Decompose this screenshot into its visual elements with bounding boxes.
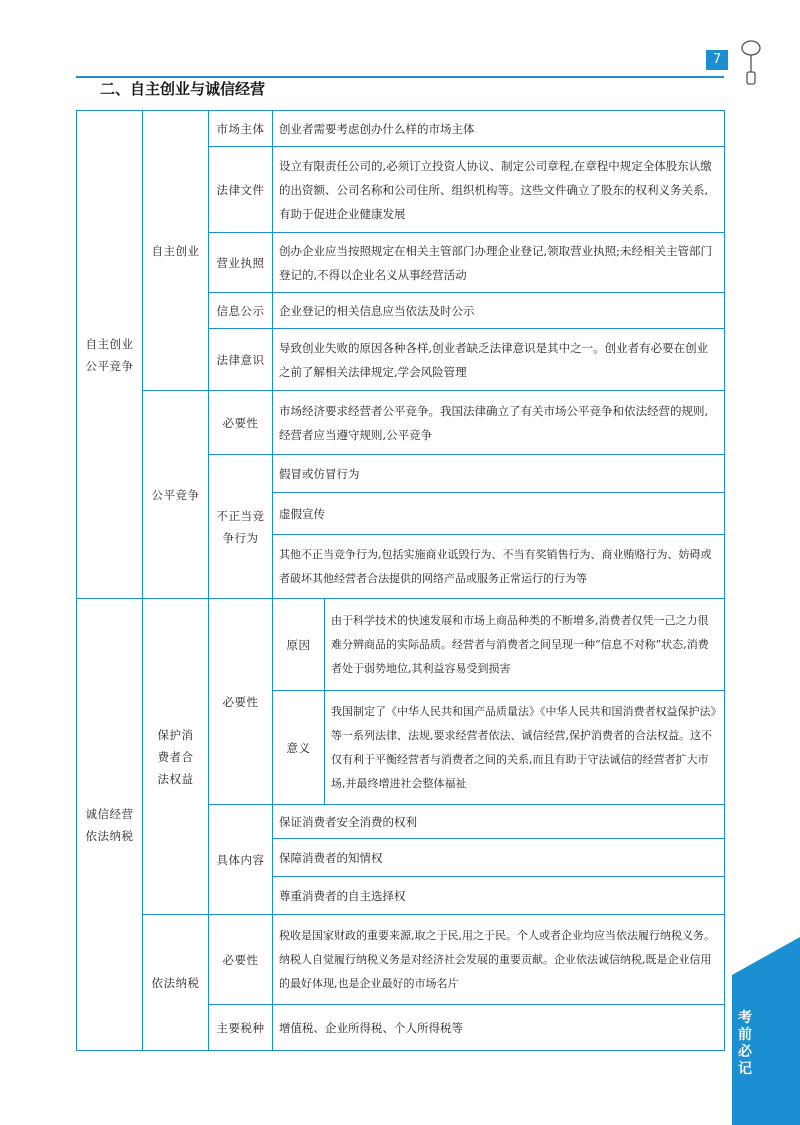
list-item: 尊重消费者的自主选择权 <box>273 877 725 915</box>
table-row <box>77 111 725 147</box>
page-number: 7 <box>706 50 728 70</box>
row-content: 导致创业失败的原因各种各样,创业者缺乏法律意识是其中之一。创业者有必要在创业之前了解相关法律规定,学会风险管理 <box>273 329 725 391</box>
row-content: 企业登记的相关信息应当依法及时公示 <box>273 293 725 329</box>
subcategory-cell: 自主创业 <box>143 111 209 391</box>
row-label: 法律意识 <box>209 329 273 391</box>
row-label: 法律文件 <box>209 147 273 233</box>
row-content: 我国制定了《中华人民共和国产品质量法》《中华人民共和国消费者权益保护法》等一系列法律、法规,要求经营者依法、诚信经营,保护消费者的合法权益。这不仅有利于平衡经营者与消费者之间的关系,而且有助于守法诚信的经营者扩大市场,并最终增进社会整体福祉 <box>325 691 725 805</box>
row-content: 创办企业应当按照规定在相关主管部门办理企业登记,领取营业执照;未经相关主管部门登记的,不得以企业名义从事经营活动 <box>273 233 725 293</box>
row-content: 市场经济要求经营者公平竞争。我国法律确立了有关市场公平竞争和依法经营的规则,经营者应当遵守规则,公平竞争 <box>273 391 725 455</box>
row-content: 由于科学技术的快速发展和市场上商品种类的不断增多,消费者仅凭一己之力很难分辨商品的实际品质。经营者与消费者之间呈现一种“信息不对称”状态,消费者处于弱势地位,其利益容易受到损害 <box>325 599 725 691</box>
row-content: 创业者需要考虑创办什么样的市场主体 <box>273 111 725 147</box>
table-row <box>77 915 725 1005</box>
row-label: 原因 <box>273 599 325 691</box>
list-item: 虚假宣传 <box>273 493 725 535</box>
category-cell: 自主创业 公平竞争 <box>77 111 143 599</box>
lamp-icon <box>738 38 764 88</box>
category-cell: 诚信经营 依法纳税 <box>77 599 143 1051</box>
row-label: 具体内容 <box>209 805 273 915</box>
row-label: 市场主体 <box>209 111 273 147</box>
subcategory-cell: 公平竞争 <box>143 391 209 599</box>
row-label: 必要性 <box>209 915 273 1005</box>
row-label: 主要税种 <box>209 1005 273 1051</box>
list-item: 其他不正当竞争行为,包括实施商业诋毁行为、不当有奖销售行为、商业贿赂行为、妨碍或者破坏其他经营者合法提供的网络产品或服务正常运行的行为等 <box>273 535 725 599</box>
table-row <box>77 391 725 455</box>
list-item: 保障消费者的知情权 <box>273 839 725 877</box>
side-tab-label: 考前必记 <box>738 1010 752 1077</box>
row-label: 营业执照 <box>209 233 273 293</box>
content-table <box>76 110 725 1051</box>
section-title: 二、自主创业与诚信经营 <box>100 80 266 98</box>
row-label: 意义 <box>273 691 325 805</box>
list-item: 保证消费者安全消费的权利 <box>273 805 725 839</box>
row-content: 设立有限责任公司的,必须订立投资人协议、制定公司章程,在章程中规定全体股东认缴的出资额、公司名称和公司住所、组织机构等。这些文件确立了股东的权利义务关系,有助于促进企业健康发展 <box>273 147 725 233</box>
subcategory-cell: 保护消 费者合 法权益 <box>143 599 209 915</box>
row-label: 必要性 <box>209 599 273 805</box>
table-row <box>77 599 725 691</box>
list-item: 假冒或仿冒行为 <box>273 455 725 493</box>
row-content: 增值税、企业所得税、个人所得税等 <box>273 1005 725 1051</box>
row-label: 不正当竞 争行为 <box>209 455 273 599</box>
subcategory-cell: 依法纳税 <box>143 915 209 1051</box>
row-content: 税收是国家财政的重要来源,取之于民,用之于民。个人或者企业均应当依法履行纳税义务。纳税人自觉履行纳税义务是对经济社会发展的重要贡献。企业依法诚信纳税,既是企业信用的最好体现,也是企业最好的市场名片 <box>273 915 725 1005</box>
row-label: 必要性 <box>209 391 273 455</box>
row-label: 信息公示 <box>209 293 273 329</box>
